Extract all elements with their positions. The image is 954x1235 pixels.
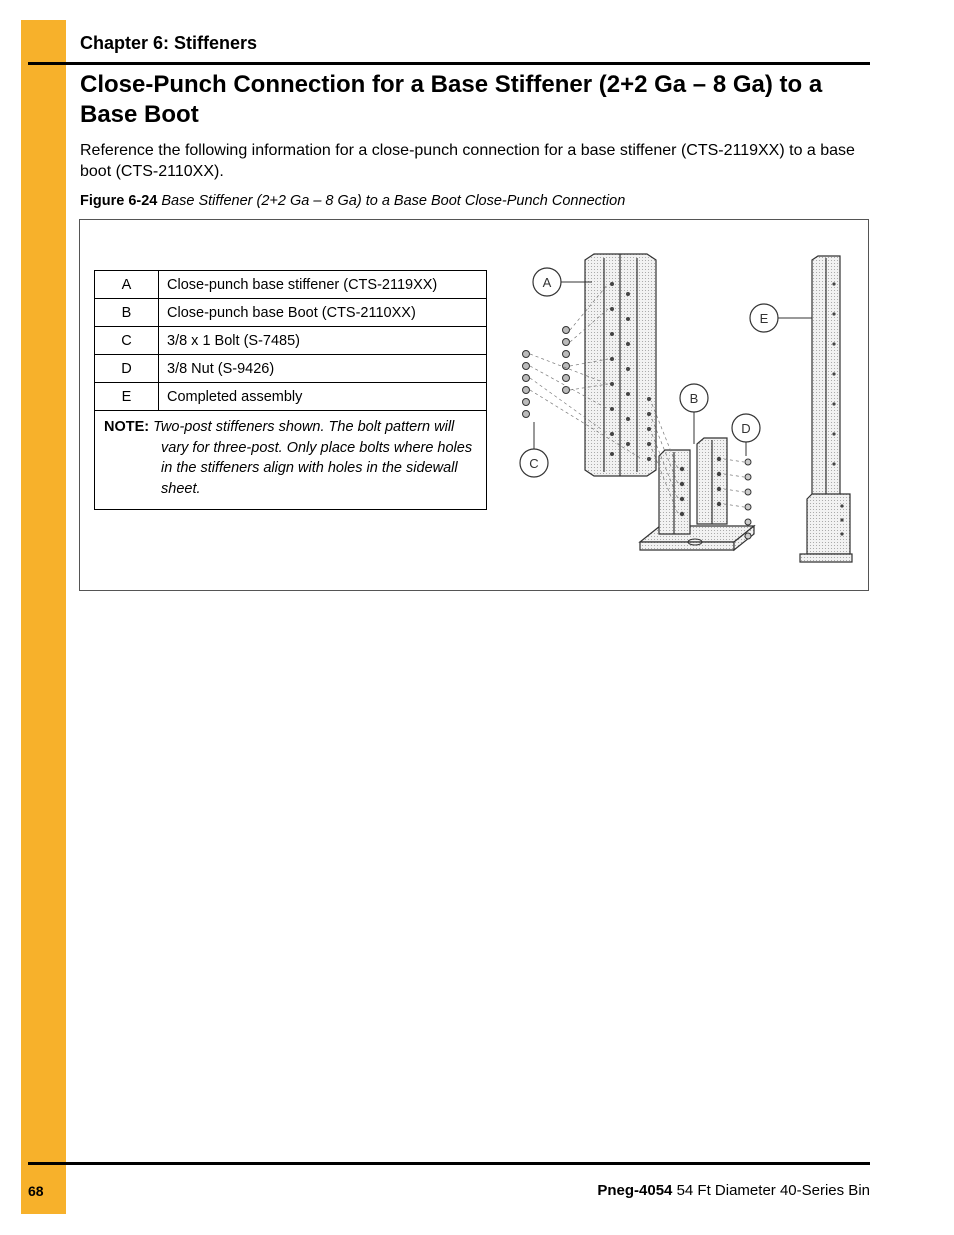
- document-id: Pneg-4054: [597, 1182, 673, 1199]
- section-title: Close-Punch Connection for a Base Stiffener (2+2 Ga – 8 Ga) to a Base Boot: [80, 71, 823, 128]
- legend-row: [95, 299, 487, 327]
- chapter-side-bar: [21, 20, 66, 1214]
- header-rule: [28, 62, 870, 65]
- callout-b-label: B: [689, 391, 699, 406]
- callout-e: [750, 304, 778, 332]
- callout-d-label: D: [741, 421, 751, 436]
- callout-a: [533, 268, 561, 296]
- completed-assembly-illustration: [800, 256, 852, 562]
- legend-row: [95, 327, 487, 355]
- chapter-heading: Chapter 6: Stiffeners: [80, 33, 258, 53]
- base-stiffener-illustration: [585, 254, 656, 476]
- figure-number: Figure 6-24: [80, 193, 158, 209]
- base-boot-illustration: [640, 438, 754, 550]
- callout-c-label: C: [529, 456, 539, 471]
- document-title: 54 Ft Diameter 40-Series Bin: [676, 1182, 870, 1199]
- page-number: 68: [28, 1183, 44, 1199]
- note-cell: [95, 411, 487, 510]
- legend-letter: B: [95, 299, 159, 327]
- note-first-line: Two-post stiffeners shown. The bolt pattern will: [153, 419, 455, 435]
- note-row: [95, 411, 487, 510]
- note-text: vary for three-post. Only place bolts where holes in the stiffeners align with holes in the sidewall sheet.: [161, 439, 473, 497]
- legend-letter: C: [95, 327, 159, 355]
- legend-letter: A: [95, 271, 159, 299]
- figure-title: Base Stiffener (2+2 Ga – 8 Ga) to a Base Boot Close-Punch Connection: [161, 193, 626, 209]
- callout-a-label: A: [542, 275, 552, 290]
- legend-letter: E: [95, 383, 159, 411]
- legend-letter: D: [95, 355, 159, 383]
- note-label: NOTE:: [104, 419, 150, 435]
- legend-description: 3/8 Nut (S-9426): [159, 355, 487, 383]
- legend-row: [95, 271, 487, 299]
- footer-text: [597, 1182, 870, 1199]
- legend-description: 3/8 x 1 Bolt (S-7485): [159, 327, 487, 355]
- legend-row: [95, 355, 487, 383]
- callout-e-label: E: [759, 311, 769, 326]
- footer-rule: [28, 1162, 870, 1165]
- callout-c: [520, 449, 548, 477]
- legend-description: Close-punch base stiffener (CTS-2119XX): [159, 271, 487, 299]
- assembly-drawing: [512, 244, 860, 569]
- legend-row: [95, 383, 487, 411]
- bolt-illustrations: [523, 327, 570, 418]
- legend-table: [94, 270, 487, 510]
- callout-d: [732, 414, 760, 442]
- figure-caption: [80, 193, 625, 209]
- legend-description: Close-punch base Boot (CTS-2110XX): [159, 299, 487, 327]
- callout-b: [680, 384, 708, 412]
- intro-paragraph: Reference the following information for a close-punch connection for a base stiffener (CTS-2119XX) to a base boot (CTS-2110XX).: [80, 142, 855, 180]
- legend-description: Completed assembly: [159, 383, 487, 411]
